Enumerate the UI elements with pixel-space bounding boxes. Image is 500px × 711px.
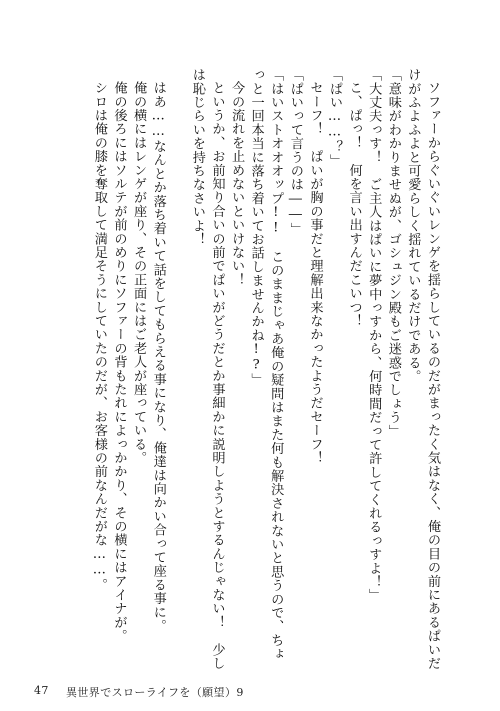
paragraph: セーフ！ ぱいが胸の事だと理解出来なかったようだセーフ！ xyxy=(307,81,323,465)
paragraph: こ、ぱっ！ 何を言い出すんだこいつ！ xyxy=(346,81,362,328)
dialogue-line: 「ぱい……？」 xyxy=(327,68,343,168)
dialogue-line: 「はいストオオオップ!! このままじゃあ俺の疑問はまた何も解決されないと思うので、ちょっと一回本当に落ち着いてお話しませんかね!?」 xyxy=(248,68,284,661)
dialogue-line: 「ぱいって言うのは――」 xyxy=(287,68,303,236)
dialogue-line: 「意味がわかりませぬが、ゴシュジン殿もご迷惑でしょう」 xyxy=(385,68,401,438)
running-title: 異世界でスローライフを（願望）9 xyxy=(66,686,244,699)
paragraph: シロは俺の膝を奪取して満足そうにしていたのだが、お客様の前なんだがな……。 xyxy=(91,81,107,592)
paragraph: 俺の後ろにはソルテが前のめりにソファーの背もたれによっかかり、その横にはアイナが。 xyxy=(111,81,127,643)
page-footer xyxy=(0,684,500,702)
body-text xyxy=(91,68,442,674)
paragraph: 俺の横にはレンゲが座り、その正面にはご老人が座っている。 xyxy=(131,81,147,465)
paragraph: ソファーからぐいぐいレンゲを揺らしているのだがまったく気はなく、俺の目の前にあるぱいだけがふよふよと可愛らしく揺れているだけである。 xyxy=(405,68,440,671)
dialogue-line: 「大丈夫っす！ ご主人はぱいに夢中っすから、何時間だって許してくれるっすよ！」 xyxy=(366,68,382,603)
paragraph: というか、お前知り合いの前でぱいがどうだとか事細かに説明しようとするんじゃない！ 少しは恥じらいを持ちなさいよ！ xyxy=(189,68,225,671)
paragraph: はあ……なんとか落ち着いて話をしてもらえる事になり、俺達は向かい合って座る事に。 xyxy=(150,81,166,633)
page-number: 47 xyxy=(34,684,49,697)
scene-break xyxy=(168,68,188,674)
paragraph: 今の流れを止めないといけない！ xyxy=(229,81,245,287)
